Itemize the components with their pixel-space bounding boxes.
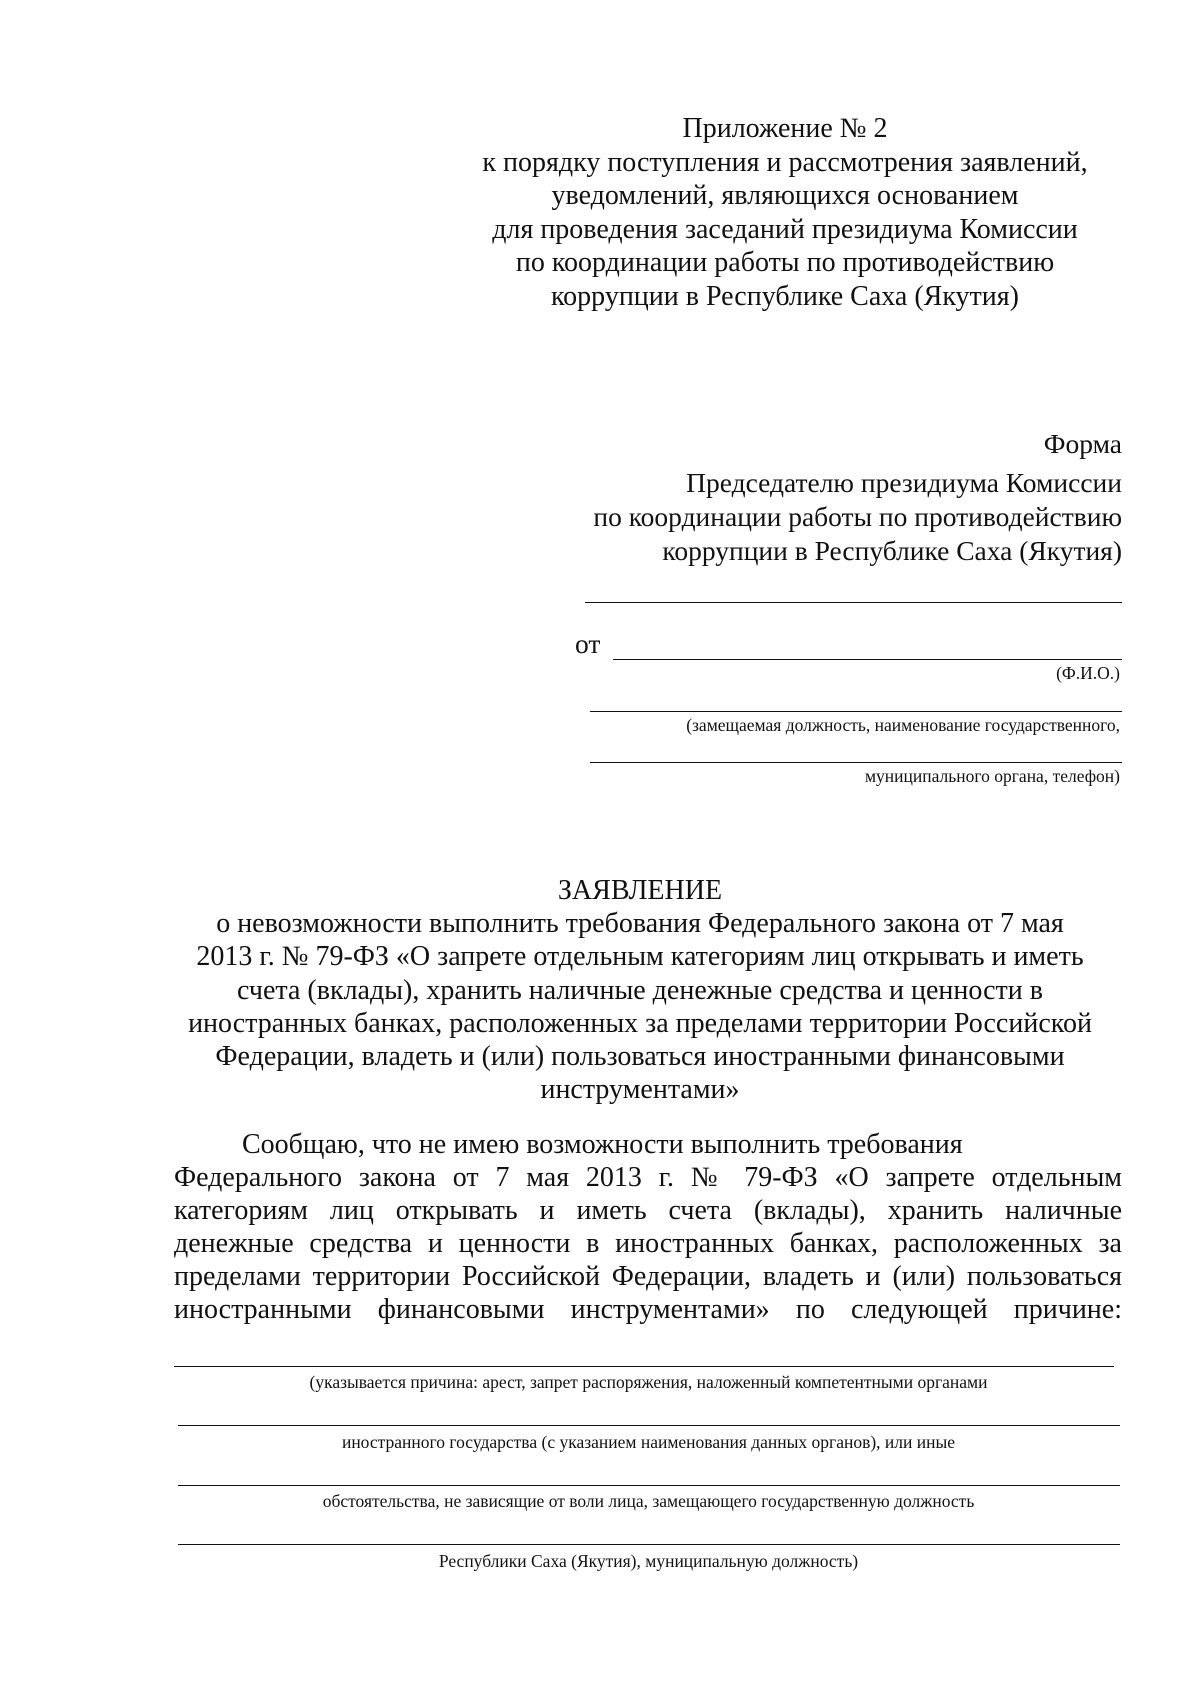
body-line: категориям лиц открывать и иметь счета (вклады), хранить наличные <box>174 1195 1122 1226</box>
statement-body <box>174 1128 1122 1326</box>
appendix-line: Приложение № 2 <box>682 113 888 144</box>
reason-caption: Республики Саха (Якутия), муниципальную должность) <box>438 1551 859 1571</box>
statement-title: ЗАЯВЛЕНИЕ <box>557 875 723 906</box>
body-line: денежные средства и ценности в иностранных банках, расположенных за <box>174 1228 1122 1259</box>
appendix-line: для проведения заседаний президиума Комиссии <box>492 213 1078 245</box>
appendix-line: уведомлений, являющихся основанием <box>551 180 1019 212</box>
appendix-line: к порядку поступления и рассмотрения заявлений, <box>482 146 1088 178</box>
statement-subtitle-line: инструментами» <box>540 1074 740 1106</box>
organ-blank-line[interactable] <box>590 762 1122 763</box>
statement-subtitle-line: 2013 г. № 79-ФЗ «О запрете отдельным категориям лиц открывать и иметь <box>196 941 1084 973</box>
reason-blank-line-2[interactable] <box>178 1425 1120 1426</box>
reason-blank-line-1[interactable] <box>174 1366 1114 1367</box>
statement-subtitle-line: счета (вклады), хранить наличные денежные средства и ценности в <box>237 974 1043 1006</box>
statement-subtitle-line: Федерации, владеть и (или) пользоваться иностранными финансовыми <box>215 1041 1065 1073</box>
fio-caption: (Ф.И.О.) <box>1056 663 1120 683</box>
body-line: Федерального закона от 7 мая 2013 г. № 79-ФЗ «О запрете отдельным <box>174 1162 1122 1193</box>
body-line: пределами территории Российской Федерации, владеть и (или) пользоваться <box>174 1261 1122 1292</box>
body-line: Сообщаю, что не имею возможности выполнить требования <box>242 1129 963 1160</box>
body-line: иностранными финансовыми инструментами» по следующей причине: <box>174 1294 1122 1325</box>
reason-blank-line-3[interactable] <box>178 1485 1120 1486</box>
statement-subtitle-line: иностранных банках, расположенных за пределами территории Российской <box>188 1007 1092 1039</box>
addressee-line: Председателю президиума Комиссии <box>686 467 1122 498</box>
form-label: Форма <box>1043 428 1122 459</box>
position-blank-line[interactable] <box>590 711 1122 712</box>
appendix-header <box>480 112 1090 314</box>
appendix-line: коррупции в Республике Саха (Якутия) <box>551 280 1019 312</box>
reason-blank-line-4[interactable] <box>178 1544 1120 1545</box>
reason-caption: (указывается причина: арест, запрет распоряжения, наложенный компетентными органами <box>309 1372 988 1392</box>
statement-subtitle-line: о невозможности выполнить требования Федерального закона от 7 мая <box>216 908 1064 940</box>
organ-caption: муниципального органа, телефон) <box>864 766 1120 786</box>
addressee-blank-line[interactable] <box>585 602 1122 603</box>
appendix-line: по координации работы по противодействию <box>515 247 1055 279</box>
position-caption: (замещаемая должность, наименование государственного, <box>686 715 1120 735</box>
addressee-line: коррупции в Республике Саха (Якутия) <box>662 535 1122 566</box>
addressee-line: по координации работы по противодействию <box>593 501 1122 532</box>
fio-blank-line[interactable] <box>613 659 1122 660</box>
reason-caption: иностранного государства (с указанием наименования данных органов), или иные <box>341 1432 956 1452</box>
addressee-block <box>560 466 1122 568</box>
statement-title-block <box>160 874 1120 1106</box>
from-label: от <box>575 628 601 659</box>
reason-caption: обстоятельства, не зависящие от воли лица, замещающего государственную должность <box>322 1491 975 1511</box>
